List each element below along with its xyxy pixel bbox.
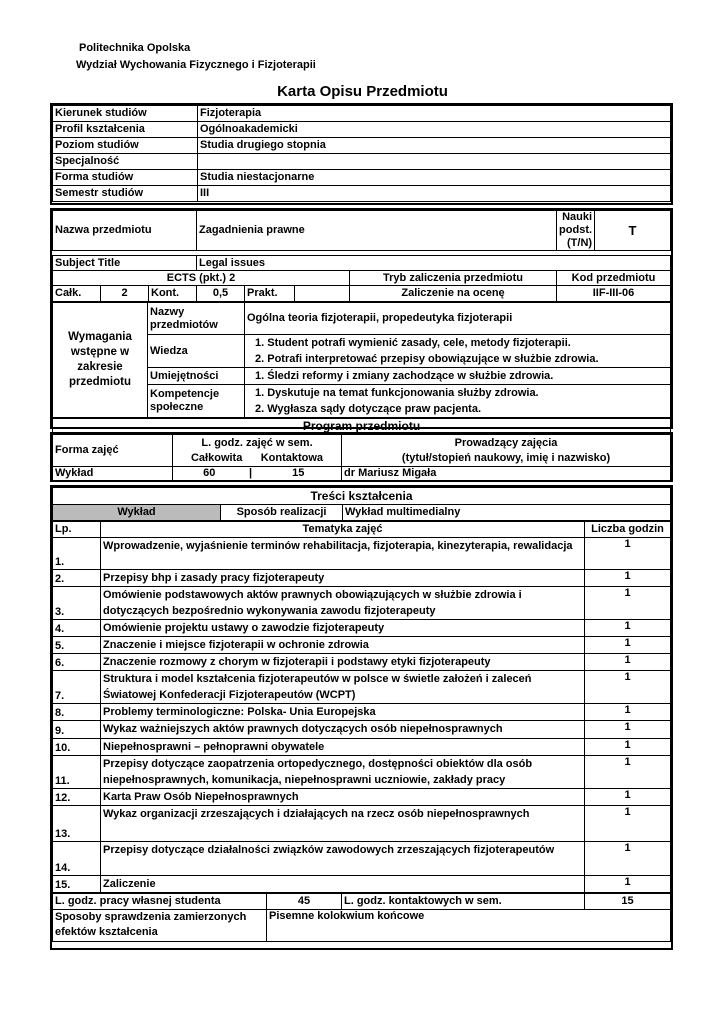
- topic-lp: 12.: [53, 789, 101, 806]
- ects-label: ECTS (pkt.) 2: [53, 271, 350, 286]
- hours-header: [173, 435, 342, 467]
- topic-lp: 13.: [53, 806, 101, 842]
- topic-lp: 1.: [53, 538, 101, 570]
- teacher-label: Prowadzący zajęcia: [454, 436, 558, 449]
- topic-lp: 5.: [53, 637, 101, 654]
- col-topic: Tematyka zajęć: [101, 522, 585, 538]
- topic-lp: 6.: [53, 654, 101, 671]
- knowledge-item: 1. Student potrafi wymienić zasady, cele, metody fizjoterapii.: [255, 337, 571, 349]
- university-name: Politechnika Opolska: [79, 42, 191, 54]
- study-info-section: [50, 103, 673, 205]
- topic-row: [53, 876, 671, 893]
- subject-table: [52, 210, 671, 302]
- competence-item: 2. Wygłasza sądy dotyczące praw pacjenta.: [255, 403, 482, 415]
- study-info-value: Ogólnoakademicki: [198, 122, 671, 138]
- topic-row: [53, 789, 671, 806]
- competence-list: [245, 385, 671, 418]
- study-info-label: Poziom studiów: [53, 138, 198, 154]
- content-form: Wykład: [53, 505, 221, 521]
- col-hours: Liczba godzin: [585, 522, 671, 538]
- topic-row: [53, 587, 671, 620]
- topic-lp: 9.: [53, 721, 101, 739]
- study-info-value: Fizjoterapia: [198, 106, 671, 122]
- topic-text: Znaczenie i miejsce fizjoterapii w ochronie zdrowia: [101, 637, 585, 654]
- program-row-form: Wykład: [53, 467, 173, 481]
- topic-lp: 10.: [53, 739, 101, 756]
- col-lp: Lp.: [53, 522, 101, 538]
- topic-text: Znaczenie rozmowy z chorym w fizjoterapii i podstawy etyki fizjoterapeuty: [101, 654, 585, 671]
- faculty-name: Wydział Wychowania Fizycznego i Fizjoterapii: [76, 59, 316, 71]
- topic-row: [53, 842, 671, 876]
- content-section: [50, 485, 673, 950]
- topic-text: Przepisy dotyczące działalności związków zawodowych zrzeszających fizjoterapeutów: [101, 842, 585, 876]
- program-section: [50, 432, 673, 482]
- prerequisites-label: Wymagania wstępne w zakresie przedmiotu: [53, 303, 148, 418]
- topic-text: Omówienie projektu ustawy o zawodzie fizjoterapeuty: [101, 620, 585, 637]
- form-label: Forma zajęć: [53, 435, 173, 467]
- subject-title-value: Legal issues: [197, 256, 671, 271]
- topic-text: Problemy terminologiczne: Polska- Unia Europejska: [101, 704, 585, 721]
- topic-hours: 1: [585, 654, 671, 671]
- study-info-label: Kierunek studiów: [53, 106, 198, 122]
- skills-label: Umiejętności: [148, 368, 245, 385]
- contact-ects-label: Kont.: [149, 286, 197, 302]
- total-label: Całkowita: [190, 451, 243, 464]
- method-value: Wykład multimedialny: [343, 505, 671, 521]
- assessment-value: Pisemne kolokwium końcowe: [267, 910, 671, 942]
- study-info-label: Profil kształcenia: [53, 122, 198, 138]
- topic-hours: 1: [585, 739, 671, 756]
- program-row-separator: |: [246, 467, 256, 481]
- topic-row: [53, 620, 671, 637]
- topic-lp: 8.: [53, 704, 101, 721]
- topic-lp: 4.: [53, 620, 101, 637]
- practical-ects-value: [295, 286, 350, 302]
- topic-text: Przepisy bhp i zasady pracy fizjoterapeuty: [101, 570, 585, 587]
- topic-row: [53, 756, 671, 789]
- subject-name-value: Zagadnienia prawne: [197, 211, 557, 251]
- topic-row: [53, 806, 671, 842]
- knowledge-label: Wiedza: [148, 335, 245, 368]
- topic-hours: 1: [585, 721, 671, 739]
- teacher-sublabel: (tytuł/stopień naukowy, imię i nazwisko): [401, 451, 611, 464]
- hours-label: L. godz. zajęć w sem.: [201, 436, 313, 449]
- method-label: Sposób realizacji: [221, 505, 343, 521]
- topic-row: [53, 637, 671, 654]
- topic-hours: 1: [585, 789, 671, 806]
- topic-text: Wprowadzenie, wyjaśnienie terminów rehabilitacja, fizjoterapia, kinezyterapia, rewalidacja: [101, 538, 585, 570]
- prereq-subjects-label: Nazwy przedmiotów: [148, 303, 245, 335]
- study-info-row: [53, 186, 671, 202]
- own-work-label: L. godz. pracy własnej studenta: [53, 894, 267, 910]
- study-info-row: [53, 138, 671, 154]
- topic-lp: 15.: [53, 876, 101, 893]
- topic-text: Wykaz ważniejszych aktów prawnych dotyczących osób niepełnosprawnych: [101, 721, 585, 739]
- study-info-row: [53, 154, 671, 170]
- contact-hours-value: 15: [585, 894, 671, 910]
- topic-text: Omówienie podstawowych aktów prawnych obowiązujących w służbie zdrowia i dotyczących bezpośrednio wykonywania zawodu fizjoterapeuty: [101, 587, 585, 620]
- knowledge-list: [245, 335, 671, 368]
- topic-row: [53, 654, 671, 671]
- topic-hours: 1: [585, 587, 671, 620]
- topic-lp: 2.: [53, 570, 101, 587]
- skills-item: 1. Śledzi reformy i zmiany zachodzące w służbie zdrowia.: [245, 368, 671, 385]
- topic-hours: 1: [585, 671, 671, 704]
- page-title: Karta Opisu Przedmiotu: [277, 83, 448, 100]
- topic-hours: 1: [585, 570, 671, 587]
- summary-table: [52, 893, 671, 942]
- completion-mode-label: Tryb zaliczenia przedmiotu: [350, 271, 557, 286]
- total-ects-label: Całk.: [53, 286, 101, 302]
- topic-text: Przepisy dotyczące zaopatrzenia ortopedycznego, dostępności obiektów dla osób niepełnosprawnych, komunikacja, niepełnosprawni uczniowie, zakłady pracy: [101, 756, 585, 789]
- program-heading: Program przedmiotu: [53, 419, 671, 435]
- topic-hours: 1: [585, 637, 671, 654]
- topic-row: [53, 739, 671, 756]
- topic-row: [53, 538, 671, 570]
- topic-lp: 14.: [53, 842, 101, 876]
- contact-hours-label: L. godz. kontaktowych w sem.: [342, 894, 585, 910]
- study-info-value: III: [198, 186, 671, 202]
- subject-code-value: IIF-III-06: [557, 286, 671, 302]
- topics-table: [52, 521, 671, 893]
- topic-lp: 3.: [53, 587, 101, 620]
- topic-text: Zaliczenie: [101, 876, 585, 893]
- topic-hours: 1: [585, 876, 671, 893]
- program-row-total: 60: [173, 467, 246, 481]
- assessment-label: Sposoby sprawdzenia zamierzonych efektów kształcenia: [53, 910, 267, 942]
- study-info-value: [198, 154, 671, 170]
- subject-section: [50, 208, 673, 433]
- study-info-label: Forma studiów: [53, 170, 198, 186]
- topic-row: [53, 721, 671, 739]
- teacher-header: [342, 435, 671, 467]
- contact-label: Kontaktowa: [260, 451, 324, 464]
- topic-hours: 1: [585, 842, 671, 876]
- topic-row: [53, 671, 671, 704]
- completion-mode-value: Zaliczenie na ocenę: [350, 286, 557, 302]
- topic-hours: 1: [585, 806, 671, 842]
- prerequisites-table: [52, 302, 671, 418]
- basic-science-value: T: [595, 211, 671, 251]
- program-row-teacher: dr Mariusz Migała: [342, 467, 671, 481]
- study-info-table: [52, 105, 671, 202]
- study-info-label: Semestr studiów: [53, 186, 198, 202]
- subject-name-label: Nazwa przedmiotu: [53, 211, 197, 251]
- content-heading: Treści kształcenia: [53, 488, 671, 505]
- practical-ects-label: Prakt.: [245, 286, 295, 302]
- prereq-subjects-value: Ogólna teoria fizjoterapii, propedeutyka fizjoterapii: [245, 303, 671, 335]
- competence-item: 1. Dyskutuje na temat funkcjonowania służby zdrowia.: [255, 387, 539, 399]
- contact-ects-value: 0,5: [197, 286, 245, 302]
- study-info-row: [53, 170, 671, 186]
- topic-text: Wykaz organizacji zrzeszających i działających na rzecz osób niepełnosprawnych: [101, 806, 585, 842]
- topic-text: Karta Praw Osób Niepełnosprawnych: [101, 789, 585, 806]
- topic-hours: 1: [585, 538, 671, 570]
- own-work-value: 45: [267, 894, 342, 910]
- study-info-row: [53, 106, 671, 122]
- topic-text: Niepełnosprawni – pełnoprawni obywatele: [101, 739, 585, 756]
- program-row-contact: 15: [256, 467, 342, 481]
- basic-science-label: Nauki podst. (T/N): [557, 211, 595, 251]
- knowledge-item: 2. Potrafi interpretować przepisy obowiązujące w służbie zdrowia.: [255, 353, 599, 365]
- total-ects-value: 2: [101, 286, 149, 302]
- subject-code-label: Kod przedmiotu: [557, 271, 671, 286]
- topic-row: [53, 570, 671, 587]
- topic-lp: 11.: [53, 756, 101, 789]
- competence-label: Kompetencje społeczne: [148, 385, 245, 418]
- study-info-value: Studia drugiego stopnia: [198, 138, 671, 154]
- program-table: [52, 434, 671, 481]
- topic-hours: 1: [585, 620, 671, 637]
- content-head-table: [52, 487, 671, 521]
- topic-hours: 1: [585, 756, 671, 789]
- study-info-row: [53, 122, 671, 138]
- topic-row: [53, 704, 671, 721]
- subject-title-label: Subject Title: [53, 256, 197, 271]
- study-info-value: Studia niestacjonarne: [198, 170, 671, 186]
- topic-lp: 7.: [53, 671, 101, 704]
- topic-hours: 1: [585, 704, 671, 721]
- topic-text: Struktura i model kształcenia fizjoterapeutów w polsce w świetle założeń i zaleceń Światowej Konfederacji Fizjoterapeutów (WCPT): [101, 671, 585, 704]
- study-info-label: Specjalność: [53, 154, 198, 170]
